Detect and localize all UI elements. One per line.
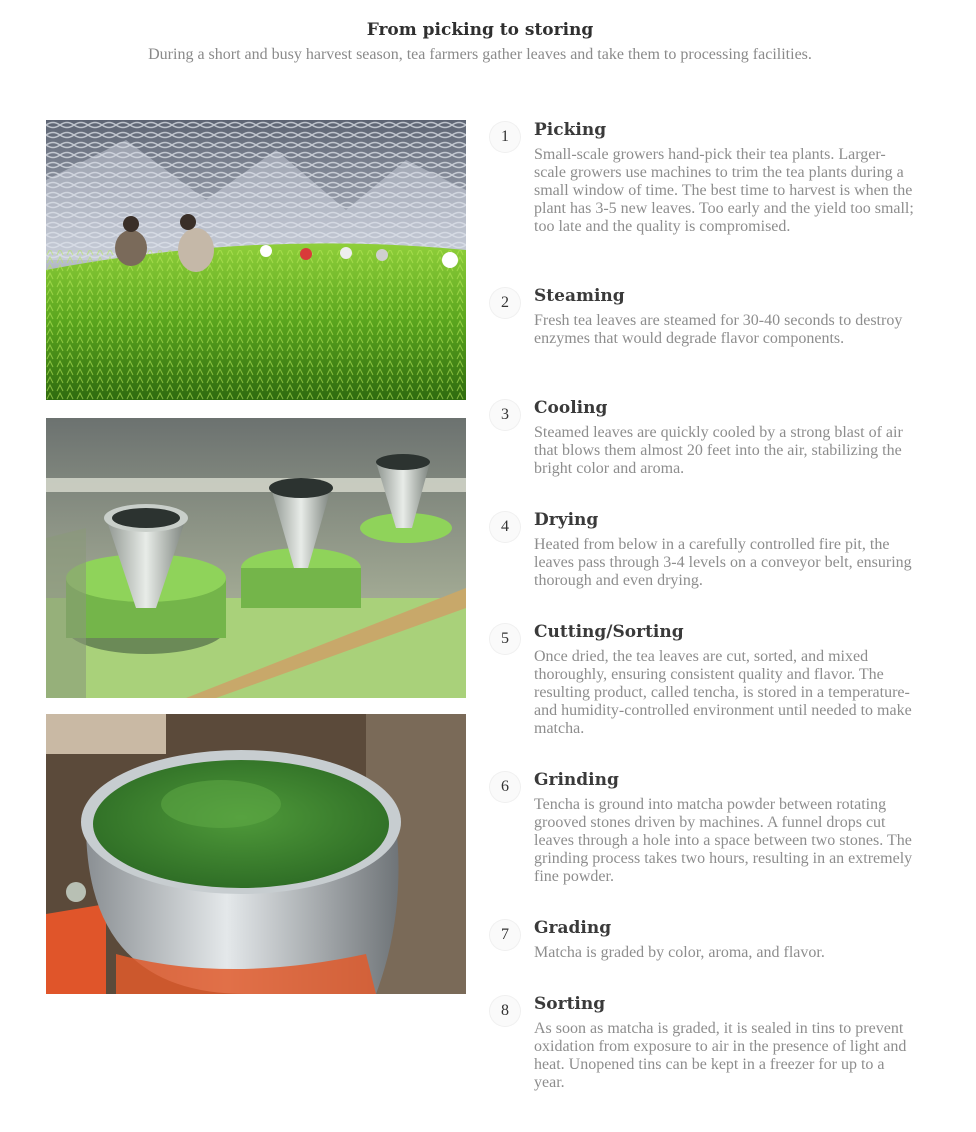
step-title: Drying — [534, 510, 599, 530]
step-description: Tencha is ground into matcha powder between rotating grooved stones driven by machines. A funnel drops cut leaves through a hole into a space between two stones. The grinding process takes two hours, resulting in an extremely fine powder. — [534, 796, 913, 885]
step-number: 5 — [490, 624, 520, 654]
step-number: 7 — [490, 920, 520, 950]
step-number: 4 — [490, 512, 520, 542]
step-number: 2 — [490, 288, 520, 318]
processing-machines-photo — [46, 418, 466, 698]
step-description: Matcha is graded by color, aroma, and flavor. — [534, 944, 825, 961]
step-description: As soon as matcha is graded, it is sealed in tins to prevent oxidation from exposure to air in the presence of light and heat. Unopened tins can be kept in a freezer for up to a year. — [534, 1020, 907, 1091]
matcha-tin-photo — [46, 714, 466, 994]
step-description: Fresh tea leaves are steamed for 30-40 seconds to destroy enzymes that would degrade flavor components. — [534, 312, 903, 347]
page-title: From picking to storing — [366, 20, 594, 40]
tea-field-photo — [46, 120, 466, 400]
step-title: Picking — [534, 120, 607, 140]
step-title: Grinding — [534, 770, 619, 790]
step-number: 8 — [490, 996, 520, 1026]
step-title: Grading — [534, 918, 612, 938]
step-title: Sorting — [534, 994, 606, 1014]
step-description: Steamed leaves are quickly cooled by a strong blast of air that blows them almost 20 feet into the air, stabilizing the bright color and aroma. — [534, 424, 903, 477]
step-number: 6 — [490, 772, 520, 802]
page-header — [0, 20, 960, 64]
step-description: Heated from below in a carefully controlled fire pit, the leaves pass through 3-4 levels on a conveyor belt, ensuring thorough and even drying. — [534, 536, 912, 589]
step-number: 1 — [490, 122, 520, 152]
page-subtitle: During a short and busy harvest season, tea farmers gather leaves and take them to processing facilities. — [148, 46, 812, 63]
step-title: Cutting/Sorting — [534, 622, 684, 642]
step-number: 3 — [490, 400, 520, 430]
step-title: Cooling — [534, 398, 608, 418]
step-title: Steaming — [534, 286, 625, 306]
step-description: Small-scale growers hand-pick their tea plants. Larger-scale growers use machines to trim the tea plants during a small window of time. The best time to harvest is when the plant has 3-5 new leaves. Too early and the yield too small; too late and the quality is compromised. — [534, 146, 914, 235]
step-description: Once dried, the tea leaves are cut, sorted, and mixed thoroughly, ensuring consistent quality and flavor. The resulting product, called tencha, is stored in a temperature- and humidity-controlled environment until needed to make matcha. — [534, 648, 912, 737]
